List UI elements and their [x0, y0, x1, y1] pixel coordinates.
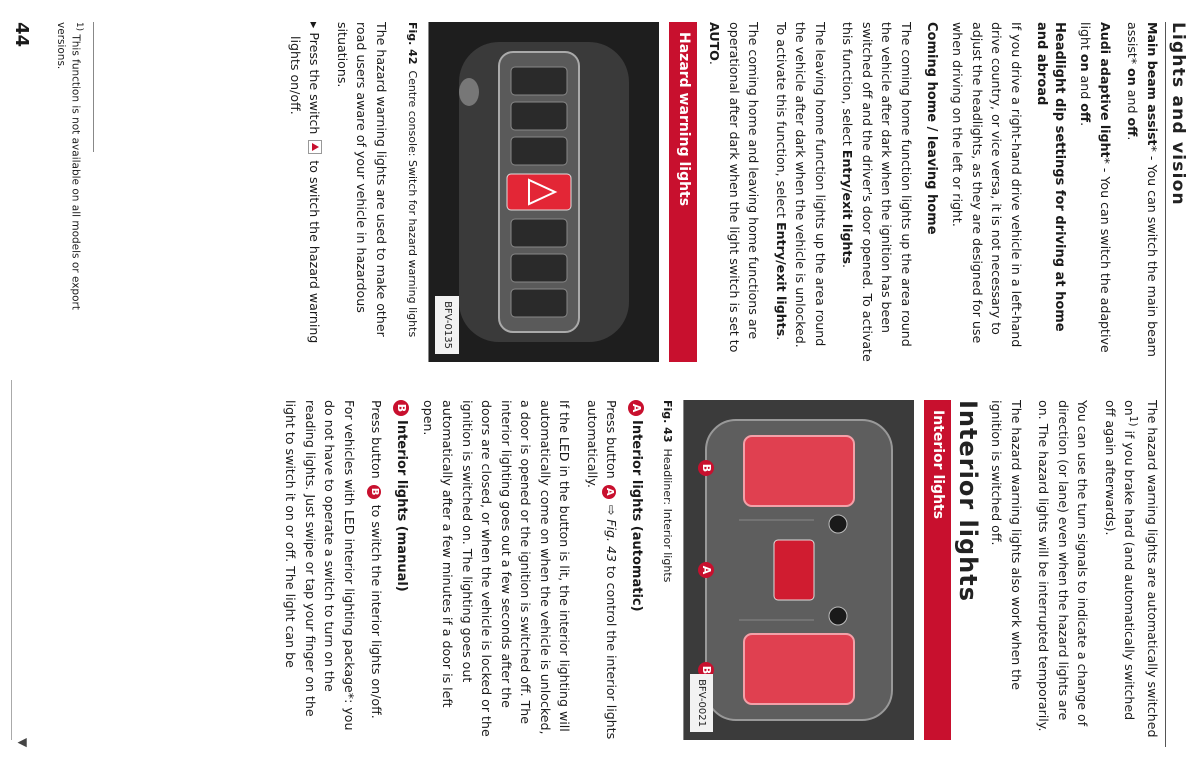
heading-headlight-dip: Headlight dip settings for driving at home and abroad — [1034, 22, 1067, 332]
paragraph-auto-press: Press button A ⇨ Fig. 43 to control the interior lights automatically. — [584, 400, 620, 740]
figure-43-caption: Fig. 43Headliner: Interior lights — [660, 400, 674, 583]
page-number: 44 — [11, 22, 32, 48]
figure-code: BFV-0135 — [436, 296, 460, 354]
heading-coming-home: Coming home / leaving home — [924, 22, 939, 235]
left-column — [278, 22, 1163, 362]
label-a-icon: A — [628, 400, 644, 416]
paragraph-leaving-home: The leaving home function lights up the area round the vehicle after dark when the vehicle is unlocked. To activate this function, select Entry/exit lights. — [774, 22, 828, 348]
paragraph-main-beam: Main beam assist* - You can switch the main beam assist* on and off. — [1125, 22, 1160, 357]
headliner-illustration — [684, 400, 914, 740]
right-column — [273, 400, 1162, 740]
figure-42-caption: Fig. 42Centre console: Switch for hazard warning lights — [406, 22, 420, 338]
paragraph-led-package: For vehicles with LED interior lighting package*: you do not have to operate a switch to turn on the reading lights. Just swipe or tap your finger on the light to switch it on or off. The light can be — [283, 400, 357, 731]
paragraph-adaptive-light: Audi adaptive light* - You can switch the adaptive light on and off. — [1078, 22, 1113, 353]
paragraph-manual-press: Press button B to switch the interior lights on/off. — [369, 400, 385, 719]
term-audi-adaptive-light: Audi adaptive light — [1098, 22, 1113, 158]
paragraph-coming-leaving-auto: The coming home and leaving home functions are operational after dark when the light switch is set to AUTO. — [707, 22, 762, 353]
figure-hazard-switch — [429, 22, 660, 362]
section-title-interior: Interior lights — [953, 400, 982, 602]
paragraph-coming-home: The coming home function lights up the area round the vehicle after dark when the ignition has been switched off and the driver's door opened. To activate this function, select Entry/exit lights. — [840, 22, 914, 362]
paragraph-hazard: The hazard warning lights are used to make other road users aware of your vehicle in hazardous situations. — [335, 22, 389, 337]
centre-console-illustration — [430, 22, 660, 362]
label-b-icon: B — [393, 400, 409, 416]
figure-interior-lights — [683, 400, 914, 740]
section-band-hazard: Hazard warning lights — [670, 22, 698, 362]
instruction-hazard-switch: ▸ Press the switch to switch the hazard warning lights on/off. — [288, 22, 323, 344]
hazard-switch-icon — [309, 140, 323, 154]
bottom-divider — [11, 380, 12, 740]
paragraph-led: If the LED in the button is lit, the interior lighting will automatically come on when the vehicle is unlocked, a door is opened or the ignition is switched off. The interior lighting goes out a few seconds after the doors are closed, or when the vehicle is locked or the ignition is switched on. The lighting goes out automatically after a few minutes if a door is left open. — [420, 400, 573, 737]
paragraph-headlight-dip: If you drive a right-hand drive vehicle in a left-hand drive country, or vice versa, it is not necessary to adjust the headlights, as they are designed for use when driving on the left or right. — [950, 22, 1024, 348]
label-b-right: B — [698, 662, 714, 678]
button-a-icon: A — [602, 485, 616, 499]
label-b-left: B — [698, 460, 714, 476]
footnote: $^{1)}$ This function is not available on all models or export versions. — [55, 22, 84, 310]
continue-arrow-icon: ▼ — [16, 738, 30, 748]
button-b-icon: B — [367, 485, 381, 499]
paragraph-hazard-auto: The hazard warning lights are automatically switched $on^{1)}$ if you brake hard (and automatically switched off again afterwards). — [1102, 400, 1160, 738]
footnote-divider — [93, 22, 94, 152]
heading-interior-automatic: AInterior lights (automatic) — [627, 400, 645, 740]
heading-interior-manual: BInterior lights (manual) — [392, 400, 410, 740]
label-a: A — [698, 562, 714, 578]
paragraph-turn-signals: You can use the turn signals to indicate a change of direction (or lane) even when the hazard lights are on. The hazard lights will be interrupted temporarily. — [1036, 400, 1091, 732]
term-main-beam-assist: Main beam assist — [1145, 22, 1160, 146]
header-divider — [1165, 22, 1166, 747]
section-band-interior: Interior lights — [924, 400, 952, 740]
paragraph-ignition-off: The hazard warning lights also work when the ignition is switched off. — [989, 400, 1024, 690]
figure-code: BFV-0021 — [690, 674, 714, 732]
page-header-title: Lights and vision — [1168, 22, 1188, 206]
